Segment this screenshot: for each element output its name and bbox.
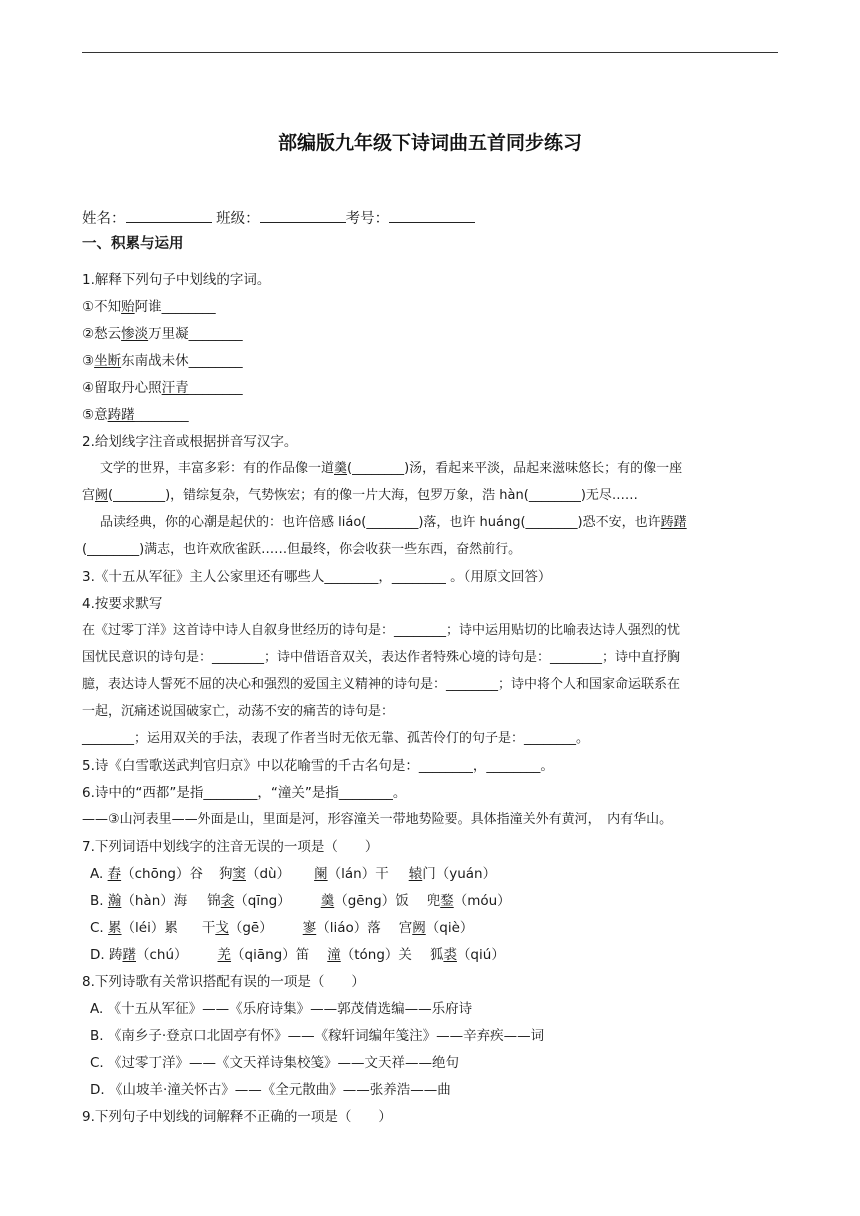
q2-p1b-pre: 宫 bbox=[82, 488, 96, 503]
q7-d-term-2: 羌（qiāng）笛 bbox=[217, 947, 310, 963]
question-4-stem: 4.按要求默写 bbox=[82, 596, 163, 612]
q7-d-term-4: 狐裘（qiú） bbox=[429, 947, 505, 963]
q7-c-term-3: 寥（liáo）落 bbox=[302, 920, 381, 936]
q2-p1a-pre: 文学的世界，丰富多彩：有的作品像一道 bbox=[100, 461, 335, 476]
q8-option-c[interactable]: C. 《过零丁洋》——《文天祥诗集校笺》——文天祥——绝句 bbox=[90, 1055, 460, 1071]
q8-option-b[interactable]: B. 《南乡子·登京口北固亭有怀》——《稼轩词编年笺注》——辛弃疾——词 bbox=[90, 1028, 545, 1044]
q1-item-4-underlined: 汗青 bbox=[161, 380, 189, 396]
q6-note: ——③山河表里——外面是山，里面是河，形容潼关一带地势险要。具体指潼关外有黄河， 内有华山。 bbox=[82, 812, 673, 827]
q2-p1a-post: (________)汤，看起来平淡，品起来滋味悠长；有的像一座 bbox=[347, 461, 683, 476]
q8-option-a[interactable]: A. 《十五从军征》——《乐府诗集》——郭茂倩选编——乐府诗 bbox=[90, 1001, 473, 1017]
q7-c-term-1: C. 累（léi）累 bbox=[90, 920, 178, 936]
q1-item-3-post: 东南战未休________ bbox=[121, 353, 243, 369]
q1-item-5-underlined: 踌躇 bbox=[107, 407, 135, 423]
class-label: 班级： bbox=[216, 211, 260, 227]
q7-a-term-2: 狗窦（dù） bbox=[218, 866, 291, 882]
page-title: 部编版九年级下诗词曲五首同步练习 bbox=[277, 132, 582, 154]
q1-item-3-underlined: 坐断 bbox=[94, 353, 122, 369]
q7-option-b[interactable] bbox=[90, 891, 511, 911]
student-info-line bbox=[82, 208, 475, 229]
q4-line-2: 国忧民意识的诗句是：________；诗中借语音双关，表达作者特殊心境的诗句是：________；诗中直抒胸 bbox=[82, 650, 681, 665]
q7-option-a[interactable] bbox=[90, 864, 496, 884]
q7-b-term-3: 羹（gēng）饭 bbox=[320, 893, 409, 909]
q1-item-2-underlined: 惨淡 bbox=[121, 326, 149, 342]
q7-a-term-1: A. 舂（chōng）谷 bbox=[90, 866, 203, 882]
q1-item-5-pre: ⑤意 bbox=[82, 407, 108, 423]
header-rule bbox=[82, 52, 778, 53]
q1-item-2 bbox=[82, 324, 243, 344]
q1-item-4-post: ________ bbox=[188, 380, 243, 396]
exam-no-field[interactable] bbox=[389, 208, 475, 223]
q7-b-term-2: 锦衾（qīng） bbox=[207, 893, 291, 909]
q7-option-d[interactable] bbox=[90, 945, 505, 965]
q4-line-5: ________；运用双关的手法，表现了作者当时无依无靠、孤苦伶仃的句子是：________。 bbox=[82, 731, 590, 746]
q7-option-c[interactable] bbox=[90, 918, 473, 938]
q7-a-term-3: 阑（lán）干 bbox=[314, 866, 389, 882]
q7-d-term-1: D. 踌躇（chú） bbox=[90, 947, 188, 963]
q7-c-term-4: 宫阙（qiè） bbox=[398, 920, 474, 936]
q1-item-4 bbox=[82, 378, 243, 398]
class-field[interactable] bbox=[260, 208, 346, 223]
q7-d-term-3: 潼（tóng）关 bbox=[327, 947, 412, 963]
q1-item-1-post: 阿谁________ bbox=[134, 299, 216, 315]
question-2-stem: 2.给划线字注音或根据拼音写汉字。 bbox=[82, 434, 298, 450]
q2-paragraph-2-line-2: (________)满志，也许欢欣雀跃……但最终，你会收获一些东西，奋然前行。 bbox=[82, 542, 522, 557]
q1-item-4-pre: ④留取丹心照 bbox=[82, 380, 162, 396]
q1-item-5-post: ________ bbox=[134, 407, 189, 423]
q2-paragraph-1-line-1 bbox=[100, 459, 682, 479]
q1-item-3 bbox=[82, 351, 243, 371]
q2-p1b-underlined: 阙 bbox=[95, 488, 109, 503]
q7-c-term-2: 干戈（gē） bbox=[201, 920, 273, 936]
q2-p2a-pre: 品读经典，你的心潮是起伏的：也许倍感 liáo(________)落，也许 huáng(________)恐不安，也许 bbox=[100, 515, 661, 530]
question-7-stem: 7.下列词语中划线字的注音无误的一项是（ ） bbox=[82, 839, 379, 855]
q2-p1b-post: (________)，错综复杂，气势恢宏；有的像一片大海，包罗万象，浩 hàn(________)无尽…… bbox=[108, 488, 638, 503]
q2-paragraph-1-line-2 bbox=[82, 486, 638, 506]
q2-p1a-underlined: 羹 bbox=[334, 461, 348, 476]
q2-paragraph-2-line-1 bbox=[100, 513, 687, 533]
question-5: 5.诗《白雪歌送武判官归京》中以花喻雪的千古名句是：________，________。 bbox=[82, 758, 554, 774]
section-heading: 一、积累与运用 bbox=[82, 236, 184, 252]
question-9-stem: 9.下列句子中划线的词解释不正确的一项是（ ） bbox=[82, 1109, 392, 1125]
q1-item-1 bbox=[82, 297, 216, 317]
q1-item-2-pre: ②愁云 bbox=[82, 326, 122, 342]
question-6-stem: 6.诗中的“西都”是指________，“潼关”是指________。 bbox=[82, 785, 407, 801]
q1-item-1-pre: ①不知 bbox=[82, 299, 122, 315]
q7-b-term-1: B. 瀚（hàn）海 bbox=[90, 893, 188, 909]
question-8-stem: 8.下列诗歌有关常识搭配有误的一项是（ ） bbox=[82, 974, 365, 990]
q7-a-term-4: 辕门（yuán） bbox=[408, 866, 497, 882]
q8-option-d[interactable]: D. 《山坡羊·潼关怀古》——《全元散曲》——张养浩——曲 bbox=[90, 1082, 451, 1098]
q1-item-1-underlined: 贻 bbox=[121, 299, 135, 315]
exam-no-label: 考号： bbox=[345, 211, 390, 227]
q4-line-4: 一起，沉痛述说国破家亡，动荡不安的痛苦的诗句是： bbox=[82, 704, 395, 719]
q7-b-term-4: 兜鍪（móu） bbox=[426, 893, 511, 909]
q1-item-5 bbox=[82, 405, 189, 425]
question-1-stem: 1.解释下列句子中划线的字词。 bbox=[82, 272, 271, 288]
name-field[interactable] bbox=[126, 208, 212, 223]
q2-p2a-underlined: 踌躇 bbox=[660, 515, 687, 530]
question-3: 3.《十五从军征》主人公家里还有哪些人________，________ 。（用原文回答） bbox=[82, 569, 552, 585]
name-label: 姓名： bbox=[82, 211, 126, 227]
q4-line-1: 在《过零丁洋》这首诗中诗人自叙身世经历的诗句是：________；诗中运用贴切的比喻表达诗人强烈的忧 bbox=[82, 623, 681, 638]
q1-item-2-post: 万里凝________ bbox=[148, 326, 243, 342]
q1-item-3-pre: ③ bbox=[82, 353, 95, 369]
q4-line-3: 臆，表达诗人誓死不屈的决心和强烈的爱国主义精神的诗句是：________；诗中将个人和国家命运联系在 bbox=[82, 677, 681, 692]
